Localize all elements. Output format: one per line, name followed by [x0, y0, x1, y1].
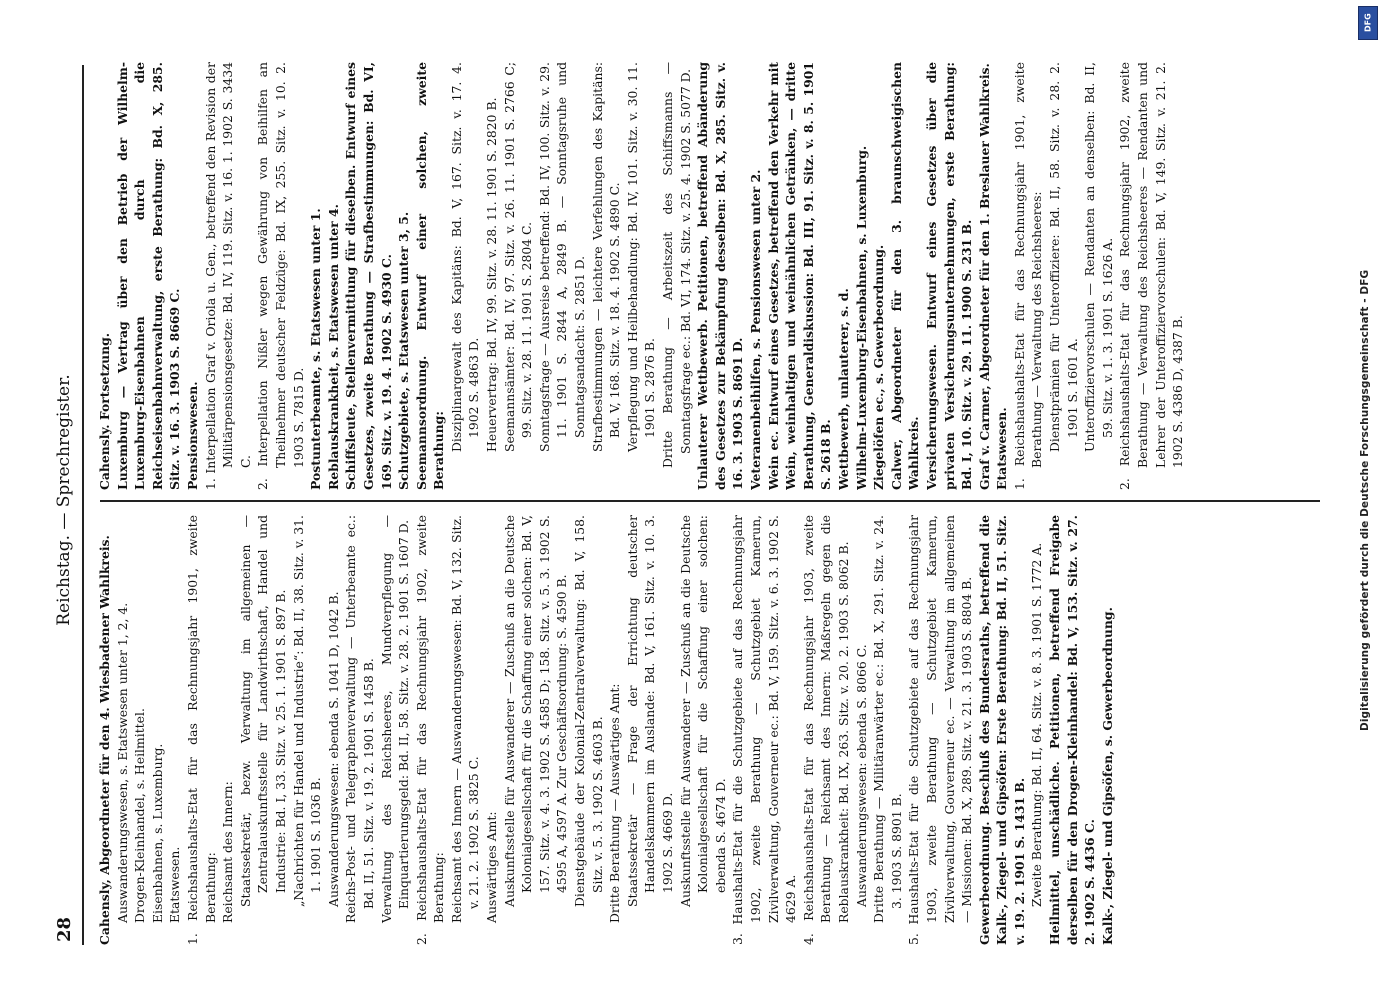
index-entry: Wilhelm-Luxemburg-Eisenbahnen, s. Luxemburg.: [853, 145, 869, 490]
index-entry: Zweite Berathung: Bd. II, 64. Sitz. v. 8. 3. 1901 S. 1772 A.: [1029, 542, 1045, 907]
digitization-credit: Digitalisierung gefördert durch die Deutsche Forschungsgemeinschaft - DFG: [1359, 269, 1371, 731]
dfg-logo-icon: DFG: [1358, 6, 1378, 40]
index-entry: Auskunftsstelle für Auswanderer — Zuschuß an die Deutsche Kolonialgesellschaft für die Schaffung einer solchen: Bd. V, 157. Sitz. v. 4. 3. 1902 S. 4585 D; 158. Sitz. v. 5. 3. 1902 S. 4595 A, 4597 A. Zur Geschäftsordnung: S. 4590 B.: [501, 515, 570, 907]
index-entry: Schutzgebiete, s. Etatswesen unter 3, 5.: [396, 211, 412, 490]
column-divider: [100, 500, 1320, 502]
running-title: Reichstag. — Sprechregister.: [54, 374, 74, 626]
page-header: [48, 0, 84, 1000]
index-entry: Auswanderungswesen: ebenda S. 1041 D, 1042 B.: [325, 591, 341, 907]
index-entry: Wein ec. Entwurf eines Gesetzes, betreffend den Verkehr mit Wein, weinhaltigen und weinähnlichen Getränken, — dritte Berathung, Generaldiskussion: Bd. III, 91. Sitz. v. 8. 5. 1901 S. 2618 B.: [765, 62, 834, 490]
index-entry: Reichs-Post- und Telegraphenverwaltung — Unterbeamte ec.: Bd. II, 51. Sitz. v. 19. 2. 1901 S. 1458 B.: [343, 515, 376, 923]
index-entry: 2. Reichshaushalts-Etat für das Rechnungsjahr 1902, zweite Berathung:: [413, 515, 447, 945]
index-entry: Auswanderungswesen: ebenda S. 8066 C.: [853, 644, 869, 907]
index-entry: Graf v. Carmer, Abgeordneter für den 1. Breslauer Wahlkreis.: [976, 63, 992, 490]
index-entry: Strafbestimmungen — leichtere Verfehlungen des Kapitäns: Bd. V, 168. Sitz. v. 18. 4. 1902 S. 4890 C.: [589, 62, 623, 452]
page-number: 28: [54, 916, 75, 942]
index-entry: Pensionswesen.: [184, 381, 200, 490]
index-entry: Luxemburg — Vertrag über den Betrieb der Wilhelm-Luxemburg-Eisenbahnen durch die Reichseisenbahnverwaltung, erste Berathung: Bd. X, 285. Sitz. v. 16. 3. 1903 S. 8669 C.: [114, 62, 183, 490]
index-entry: Reichsamt des Innern — Auswanderungswesen: Bd. V, 132. Sitz. v. 21. 2. 1902 S. 3825 C.: [448, 515, 482, 923]
index-entry: Disziplinargewalt des Kapitäns: Bd. V, 167. Sitz. v. 17. 4. 1902 S. 4863 D.: [448, 62, 482, 452]
index-entry: Verpflegung und Heilbehandlung: Bd. IV, 101. Sitz. v. 30. 11. 1901 S. 2876 B.: [624, 62, 658, 452]
index-entry: Unteroffiziervorschulen — Rendanten an denselben: Bd. II, 59. Sitz. v. 1. 3. 1901 S. 1626 A.: [1082, 62, 1115, 452]
index-entry: Schiffsleute, Stellenvermittlung für dieselben. Entwurf eines Gesetzes, zweite Berathung — Strafbestimmungen: Bd. VI, 169. Sitz. v. 19. 4. 1902 S. 4930 C.: [343, 62, 394, 490]
index-entry: „Nachrichten für Handel und Industrie“: Bd. II, 38. Sitz. v. 31. 1. 1901 S. 1036 B.: [290, 515, 324, 907]
index-entry: Dritte Berathung — Auswärtiges Amt:: [607, 683, 623, 923]
index-entry: Cahensly, Abgeordneter für den 4. Wiesbadener Wahlkreis.: [97, 535, 112, 945]
index-entry: Wettbewerb, unlauterer, s. d.: [835, 288, 851, 490]
index-entry: Drogen-Kleinhandel, s. Heilmittel.: [132, 708, 148, 923]
index-entry: Reblauskrankheit, s. Etatswesen unter 4.: [325, 204, 341, 490]
index-entry: 1. Reichshaushalts-Etat für das Rechnungsjahr 1901, zweite Berathung — Verwaltung des Reichsheeres:: [1011, 62, 1045, 490]
index-entry: Veteranenbeihilfen, s. Pensionswesen unter 2.: [747, 169, 763, 490]
index-entry: Reichsamt des Innern:: [220, 781, 236, 923]
index-entry: Sonntagsfrage — Ausreise betreffend: Bd. IV, 100. Sitz. v. 29. 11. 1901 S. 2844 A, 2849 B. — Sonntagsruhe und Sonntagsandacht: S. 2851 D.: [536, 62, 588, 452]
index-entry: Seemannsämter: Bd. IV, 97. Sitz. v. 26. 11. 1901 S. 2766 C; 99. Sitz. v. 28. 11. 1901 S. 2804 C.: [501, 62, 535, 452]
index-entry: Dritte Berathung — Militäranwärter ec.: Bd. X, 291. Sitz. v. 24. 3. 1903 S. 8901 B.: [871, 515, 904, 923]
index-entry: Postunterbeamte, s. Etatswesen unter 1.: [308, 208, 324, 490]
index-entry: Gewerbeordnung. Beschluß des Bundesraths, betreffend die Kalk-, Ziegel- und Gipsöfen: Erste Berathung: Bd. II, 51. Sitz. v. 19. 2. 1901 S. 1431 B.: [976, 515, 1027, 945]
index-entry: 2. Reichshaushalts-Etat für das Rechnungsjahr 1902, zweite Berathung — Verwaltung des Reichsheeres — Rendanten und Lehrer der Unteroffiziervorschulen: Bd. V, 149. Sitz. v. 21. 2. 1902 S. 4386 D, 4387 B.: [1117, 62, 1186, 490]
index-entry: 2. Interpellation Nißler wegen Gewährung von Beihilfen an Theilnehmer deutscher Feldzüge: Bd. IX, 255. Sitz. v. 10. 2. 1903 S. 7815 D.: [255, 62, 306, 490]
left-column: [96, 515, 1326, 945]
index-entry: Unlauterer Wettbewerb. Petitionen, betreffend Abänderung des Gesetzes zur Bekämpfung desselben: Bd. X, 285. Sitz. v. 16. 3. 1903 S. 8691 D.: [695, 62, 746, 490]
index-entry: Calwer, Abgeordneter für den 3. braunschweigischen Wahlkreis.: [888, 62, 922, 490]
index-entry: 3. Haushalts-Etat für die Schutzgebiete auf das Rechnungsjahr 1902, zweite Berathung — Schutzgebiet Kamerun, Zivilverwaltung, Gouverneur ec.: Bd. V, 159. Sitz. v. 6. 3. 1902 S. 4629 A.: [730, 515, 799, 945]
right-column: [96, 62, 1326, 490]
index-entry: Seemannsordnung. Entwurf einer solchen, zweite Berathung:: [413, 62, 447, 490]
index-entry: Auskunftsstelle für Auswanderer — Zuschuß an die Deutsche Kolonialgesellschaft für die Schaffung einer solchen: ebenda S. 4674 D.: [677, 515, 728, 907]
index-entry: Auswärtiges Amt:: [484, 811, 500, 923]
index-entry: Dienstgebäude der Kolonial-Zentralverwaltung: Bd. V, 158. Sitz. v. 5. 3. 1902 S. 4603 B.: [572, 515, 605, 907]
index-entry: 5. Haushalts-Etat für die Schutzgebiete auf das Rechnungsjahr 1903, zweite Berathung — Schutzgebiet Kamerun, Zivilverwaltung, Gouverneur ec. — Verwaltung im allgemeinen — Missionen: Bd. X, 289. Sitz. v. 21. 3. 1903 S. 8804 B.: [906, 515, 975, 945]
index-entry: Kalk-, Ziegel- und Gipsöfen, s. Gewerbeordnung.: [1099, 607, 1115, 945]
index-entry: Staatssekretär — Frage der Errichtung deutscher Handelskammern im Auslande: Bd. V, 161. Sitz. v. 10. 3. 1902 S. 4669 D.: [624, 515, 675, 907]
index-entry: Auswanderungswesen, s. Etatswesen unter 1, 2, 4.: [114, 602, 130, 923]
index-entry: Cahensly. Fortsetzung.: [97, 332, 112, 490]
index-entry: 1. Reichshaushalts-Etat für das Rechnungsjahr 1901, zweite Berathung:: [184, 515, 218, 945]
index-entry: Heilmittel, unschädliche. Petitionen, betreffend Freigabe derselben für den Drogen-Kleinhandel: Bd. V, 153. Sitz. v. 27. 2. 1902 S. 4436 C.: [1047, 515, 1098, 945]
index-entry: Dienstprämien für Unteroffiziere: Bd. II, 58. Sitz. v. 28. 2. 1901 S. 1601 A.: [1047, 62, 1080, 452]
index-entry: Eisenbahnen, s. Luxemburg.: [149, 743, 165, 923]
index-entry: Verwaltung des Reichsheeres, Mundverpflegung — Einquartierungsgeld: Bd. II, 58. Sitz. v. 28. 2. 1901 S. 1607 D.: [378, 515, 412, 923]
index-entry: Staatssekretär, bezw. Verwaltung im allgemeinen — Zentralauskunftsstelle für Landwirthschaft, Handel und Industrie: Bd. I, 33. Sitz. v. 25. 1. 1901 S. 897 B.: [237, 515, 288, 907]
index-entry: 1. Interpellation Graf v. Oriola u. Gen., betreffend den Revision der Militärpensionsgesetze: Bd. IV, 119. Sitz. v. 16. 1. 1902 S. 3434 C.: [202, 62, 253, 490]
index-entry: 4. Reichshaushalts-Etat für das Rechnungsjahr 1903, zweite Berathung — Reichsamt des Innern: Maßregeln gegen die Reblauskrankheit: Bd. IX, 263. Sitz. v. 20. 2. 1903 S. 8062 B.: [800, 515, 851, 945]
index-entry: Heuervertrag: Bd. IV, 99. Sitz. v. 28. 11. 1901 S. 2820 B.: [484, 97, 500, 452]
index-entry: Etatswesen.: [167, 846, 183, 923]
index-entry: Etatswesen.: [994, 407, 1010, 490]
header-rule: [82, 65, 84, 945]
index-entry: Versicherungswesen. Entwurf eines Gesetzes über die privaten Versicherungsunternehmungen, erste Berathung: Bd. I, 10. Sitz. v. 29. 11. 1900 S. 231 B.: [923, 62, 975, 490]
index-entry: Ziegelöfen ec., s. Gewerbeordnung.: [871, 244, 887, 490]
index-entry: Dritte Berathung — Arbeitszeit des Schiffsmanns — Sonntagsfrage ec.: Bd. VI, 174. Sitz. v. 25. 4. 1902 S. 5077 D.: [660, 62, 693, 468]
